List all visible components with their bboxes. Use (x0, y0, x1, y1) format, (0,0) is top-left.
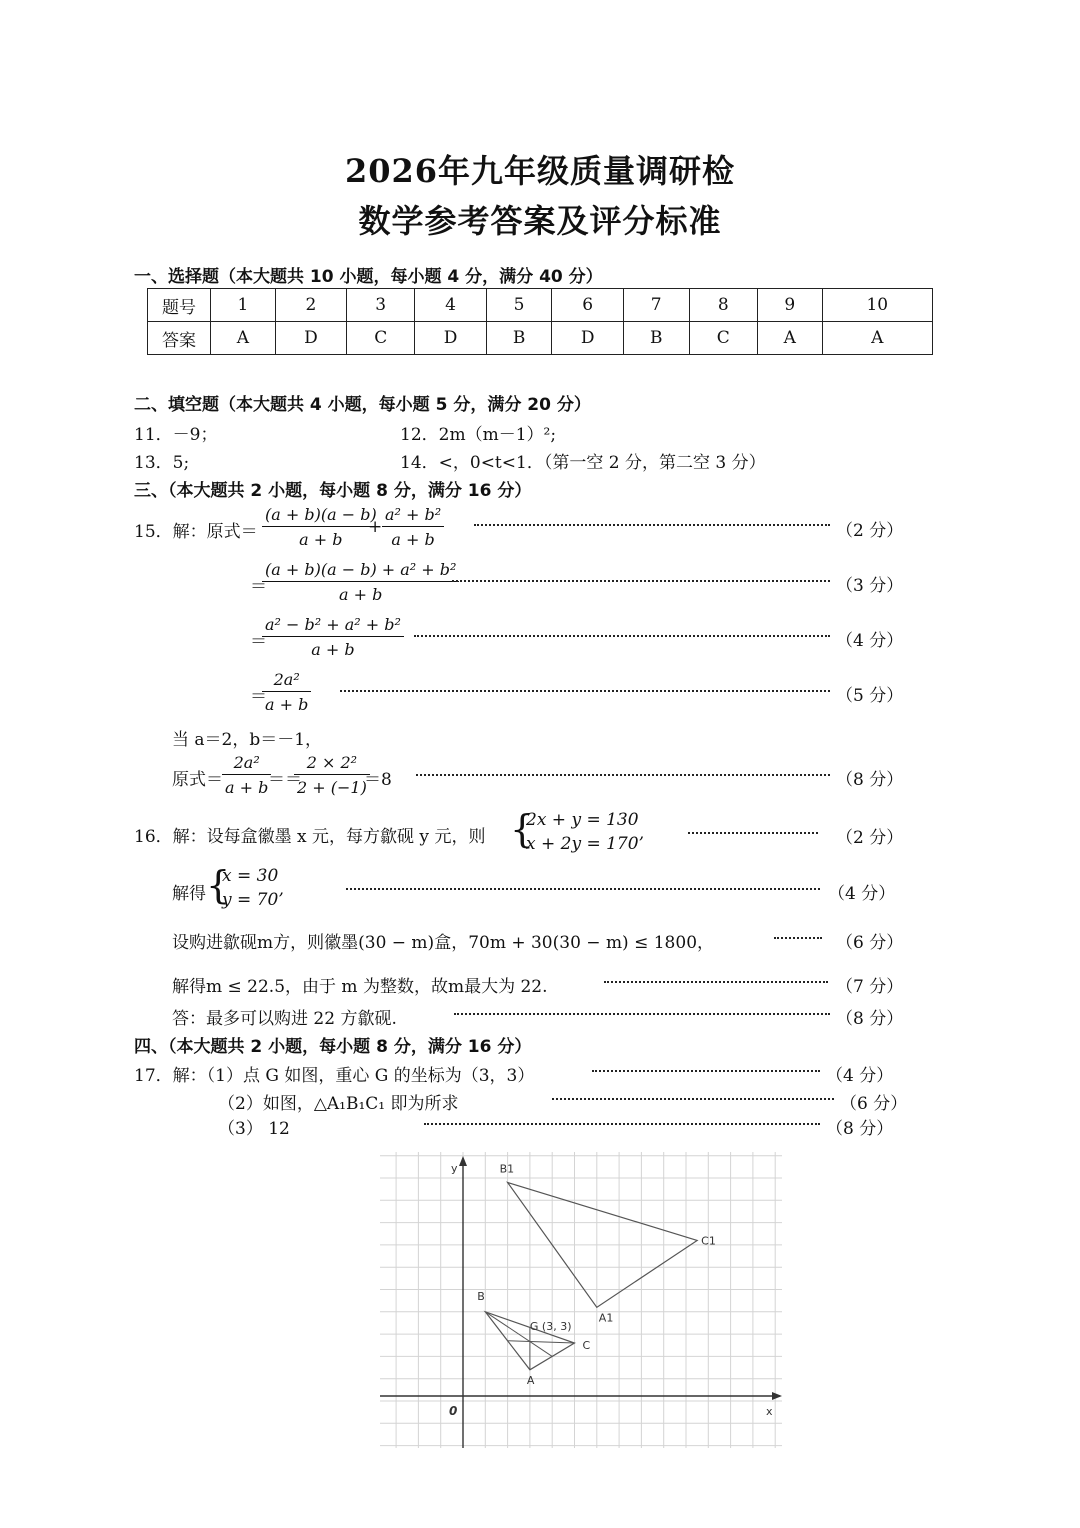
table-row (148, 322, 933, 355)
leader-dots (774, 937, 822, 939)
median-line (508, 1341, 575, 1343)
q16-answer: 答：最多可以购进 22 方歙砚. (172, 1009, 397, 1029)
section-2-heading: 二、填空题（本大题共 4 小题，每小题 5 分，满分 20 分） (134, 395, 591, 415)
q16-solution-x: x = 30 (222, 866, 279, 886)
table-cell: B (486, 322, 552, 355)
score-label: （8 分） (836, 770, 904, 790)
denominator: a + b (222, 774, 271, 797)
point-label-b1: B1 (499, 1162, 515, 1176)
section-3-heading: 三、（本大题共 2 小题，每小题 8 分，满分 16 分） (134, 481, 532, 501)
q17-line-2: （2）如图，△A₁B₁C₁ 即为所求 (218, 1094, 459, 1114)
brace-icon: { (510, 807, 535, 851)
denominator: a + b (262, 581, 459, 604)
table-cell: B (623, 322, 689, 355)
row-label: 题号 (148, 289, 211, 322)
point-label-c1: C1 (701, 1234, 716, 1248)
q15-result: ＝8 (364, 770, 392, 790)
table-cell: 9 (757, 289, 822, 322)
numerator: a² − b² + a² + b² (265, 615, 401, 634)
table-cell: C (689, 322, 757, 355)
q17-line-1: 17．解：（1）点 G 如图，重心 G 的坐标为（3，3） (134, 1066, 535, 1086)
q16-solution-y: y = 70’ (222, 890, 284, 910)
equals-sign: ＝ (250, 577, 267, 597)
page-title: 2026年九年级质量调研检 (344, 152, 736, 190)
q15-fraction-6 (222, 753, 271, 797)
table-cell: 7 (623, 289, 689, 322)
answer-table (147, 288, 933, 355)
table-cell: D (552, 322, 623, 355)
denominator: a + b (262, 526, 380, 549)
numerator: 2a² (233, 753, 260, 772)
numerator: 2a² (273, 670, 300, 689)
score-label: （8 分） (836, 1009, 904, 1029)
table-cell: 6 (552, 289, 623, 322)
row-label: 答案 (148, 322, 211, 355)
q15-fraction-7 (294, 753, 370, 797)
answer-12: 12．2m（m－1）²; (400, 425, 557, 445)
q15-substitution: 当 a＝2，b＝－1， (172, 730, 323, 750)
score-label: （6 分） (836, 933, 904, 953)
equals-sign: ＝ (250, 687, 267, 707)
score-label: （4 分） (826, 1066, 894, 1086)
table-cell: C (347, 322, 415, 355)
denominator: a + b (262, 691, 311, 714)
score-label: （5 分） (836, 686, 904, 706)
denominator: 2 + (−1) (294, 774, 370, 797)
numerator: (a + b)(a − b) + a² + b² (265, 560, 457, 579)
coordinate-figure (380, 1152, 782, 1448)
q15-final-lead: 原式＝ (172, 770, 223, 790)
score-label: （2 分） (836, 521, 904, 541)
q15-fraction-2 (382, 505, 444, 549)
leader-dots (592, 1070, 820, 1072)
q15-fraction-5 (262, 670, 311, 714)
leader-dots (552, 1098, 834, 1100)
leader-dots (346, 888, 820, 890)
x-axis-label: x (766, 1405, 773, 1418)
score-label: （2 分） (836, 828, 904, 848)
q16-equation-1: 2x + y = 130 (526, 810, 639, 830)
equals-sign: ＝＝ (268, 770, 302, 790)
answer-13: 13．5; (134, 453, 190, 473)
table-cell: 3 (347, 289, 415, 322)
score-label: （4 分） (836, 631, 904, 651)
q16-equation-2: x + 2y = 170’ (526, 834, 644, 854)
leader-dots (424, 1123, 820, 1125)
table-cell: 5 (486, 289, 552, 322)
table-cell: A (757, 322, 822, 355)
denominator: a + b (382, 526, 444, 549)
q16-line-3: 设购进歙砚m方，则徽墨(30 − m)盒，70m + 30(30 − m) ≤ 1800， (172, 933, 715, 953)
score-label: （3 分） (836, 576, 904, 596)
score-label: （7 分） (836, 977, 904, 997)
table-cell: 2 (275, 289, 346, 322)
q15-fraction-3 (262, 560, 459, 604)
table-row (148, 289, 933, 322)
q17-line-3: （3） 12 (218, 1119, 290, 1139)
leader-dots (474, 524, 830, 526)
score-label: （4 分） (828, 884, 896, 904)
q15-fraction-1 (262, 505, 383, 549)
table-cell: 1 (211, 289, 276, 322)
origin-label: 0 (449, 1404, 458, 1418)
numerator: (a + b)(a − b) (265, 505, 377, 524)
numerator: 2 × 2² (306, 753, 358, 772)
point-label-g: G (3, 3) (529, 1320, 572, 1334)
table-cell: A (822, 322, 932, 355)
x-axis-arrow-icon (772, 1392, 782, 1400)
q16-line-1: 16．解：设每盒徽墨 x 元，每方歙砚 y 元，则 (134, 827, 486, 847)
denominator: a + b (262, 636, 404, 659)
table-cell: 10 (822, 289, 932, 322)
answer-11: 11．－9； (134, 425, 218, 445)
page-subtitle: 数学参考答案及评分标准 (358, 202, 722, 240)
leader-dots (416, 774, 830, 776)
table-cell: D (415, 322, 486, 355)
leader-dots (340, 690, 830, 692)
point-label-c: C (582, 1339, 591, 1353)
y-axis-label: y (451, 1162, 458, 1175)
q15-lead: 15．解：原式＝ (134, 522, 258, 542)
table-cell: 8 (689, 289, 757, 322)
leader-dots (604, 981, 828, 983)
brace-icon: { (206, 863, 231, 907)
point-label-a: A (526, 1373, 535, 1387)
leader-dots (414, 635, 830, 637)
table-cell: A (211, 322, 276, 355)
y-axis-arrow-icon (459, 1156, 467, 1166)
table-cell: D (275, 322, 346, 355)
score-label: （6 分） (840, 1094, 908, 1114)
q16-line-4: 解得m ≤ 22.5，由于 m 为整数，故m最大为 22. (172, 977, 548, 997)
table-cell: 4 (415, 289, 486, 322)
q16-line-2: 解得 (172, 884, 206, 904)
q15-fraction-4 (262, 615, 404, 659)
leader-dots (452, 580, 830, 582)
answer-14: 14．<，0<t<1．（第一空 2 分，第二空 3 分） (400, 453, 766, 473)
score-label: （8 分） (826, 1119, 894, 1139)
leader-dots (688, 832, 818, 834)
plus-sign: + (368, 517, 383, 537)
leader-dots (454, 1013, 830, 1015)
point-label-a1: A1 (598, 1311, 614, 1325)
numerator: a² + b² (385, 505, 442, 524)
section-4-heading: 四、（本大题共 2 小题，每小题 8 分，满分 16 分） (134, 1037, 532, 1057)
section-1-heading: 一、选择题（本大题共 10 小题，每小题 4 分，满分 40 分） (134, 267, 603, 287)
point-label-b: B (477, 1289, 485, 1303)
equals-sign: ＝ (250, 632, 267, 652)
